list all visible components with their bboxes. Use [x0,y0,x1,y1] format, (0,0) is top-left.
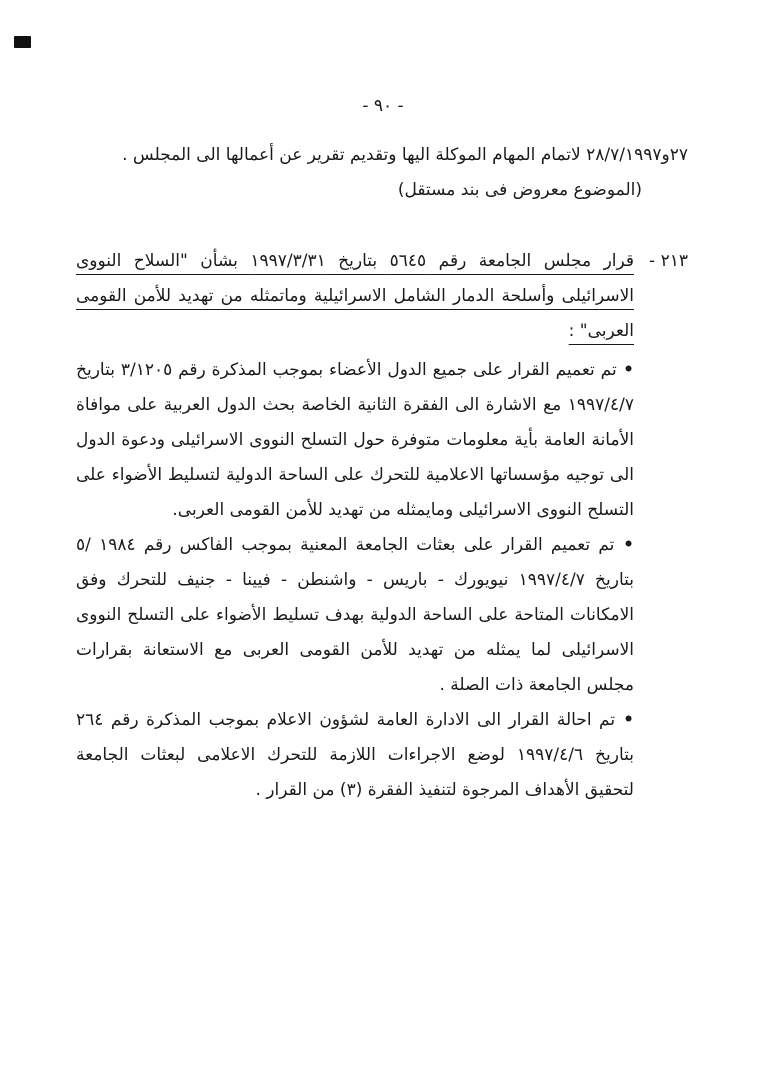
bullet-list [76,353,634,808]
document-content [76,138,688,808]
agenda-item-213 [76,244,688,808]
intro-paragraph: ٢٧و٢٨/٧/١٩٩٧ لاتمام المهام الموكلة اليها وتقديم تقرير عن أعمالها الى المجلس . [122,145,688,165]
intro-note: (الموضوع معروض فى بند مستقل) [397,180,642,200]
item-body [76,244,634,808]
page-number: - ٩٠ - [362,96,404,116]
bullet-item: • تم تعميم القرار على بعثات الجامعة المعنية بموجب الفاكس رقم ١٩٨٤ /٥ بتاريخ ١٩٩٧/٤/٧ نيويورك - باريس - واشنطن - فيينا - جنيف للتحرك وفق الامكانات المتاحة على الساحة الدولية بهدف تسليط الأضواء على التسلح النووى الاسرائيلى لما يمثله من تهديد للأمن القومى العربى مع الاستعانة بقرارات مجلس الجامعة ذات الصلة . [76,528,634,703]
item-heading: قرار مجلس الجامعة رقم ٥٦٤٥ بتاريخ ١٩٩٧/٣/٣١ بشأن "السلاح النووى الاسرائيلى وأسلحة الدمار الشامل الاسرائيلية وماتمثله من تهديد للأمن القومى العربى" : [76,251,635,341]
bullet-item: • تم احالة القرار الى الادارة العامة لشؤون الاعلام بموجب المذكرة رقم ٢٦٤ بتاريخ ١٩٩٧/٤/٦ لوضع الاجراءات اللازمة للتحرك الاعلامى لبعثات الجامعة لتحقيق الأهداف المرجوة لتنفيذ الفقرة (٣) من القرار . [76,703,634,808]
item-number: ٢١٣ - [649,251,688,271]
bullet-item: • تم تعميم القرار على جميع الدول الأعضاء بموجب المذكرة رقم ٣/١٢٠٥ بتاريخ ١٩٩٧/٤/٧ مع الاشارة الى الفقرة الثانية الخاصة بحث الدول العربية على موافاة الأمانة العامة بأية معلومات متوفرة حول التسلح النووى الاسرائيلى ودعوة الدول الى توجيه مؤسساتها الاعلامية للتحرك على الساحة الدولية لتسليط الأضواء على التسلح النووى الاسرائيلى ومايمثله من تهديد للأمن القومى العربى. [76,353,634,528]
scan-artifact-mark [14,36,31,48]
